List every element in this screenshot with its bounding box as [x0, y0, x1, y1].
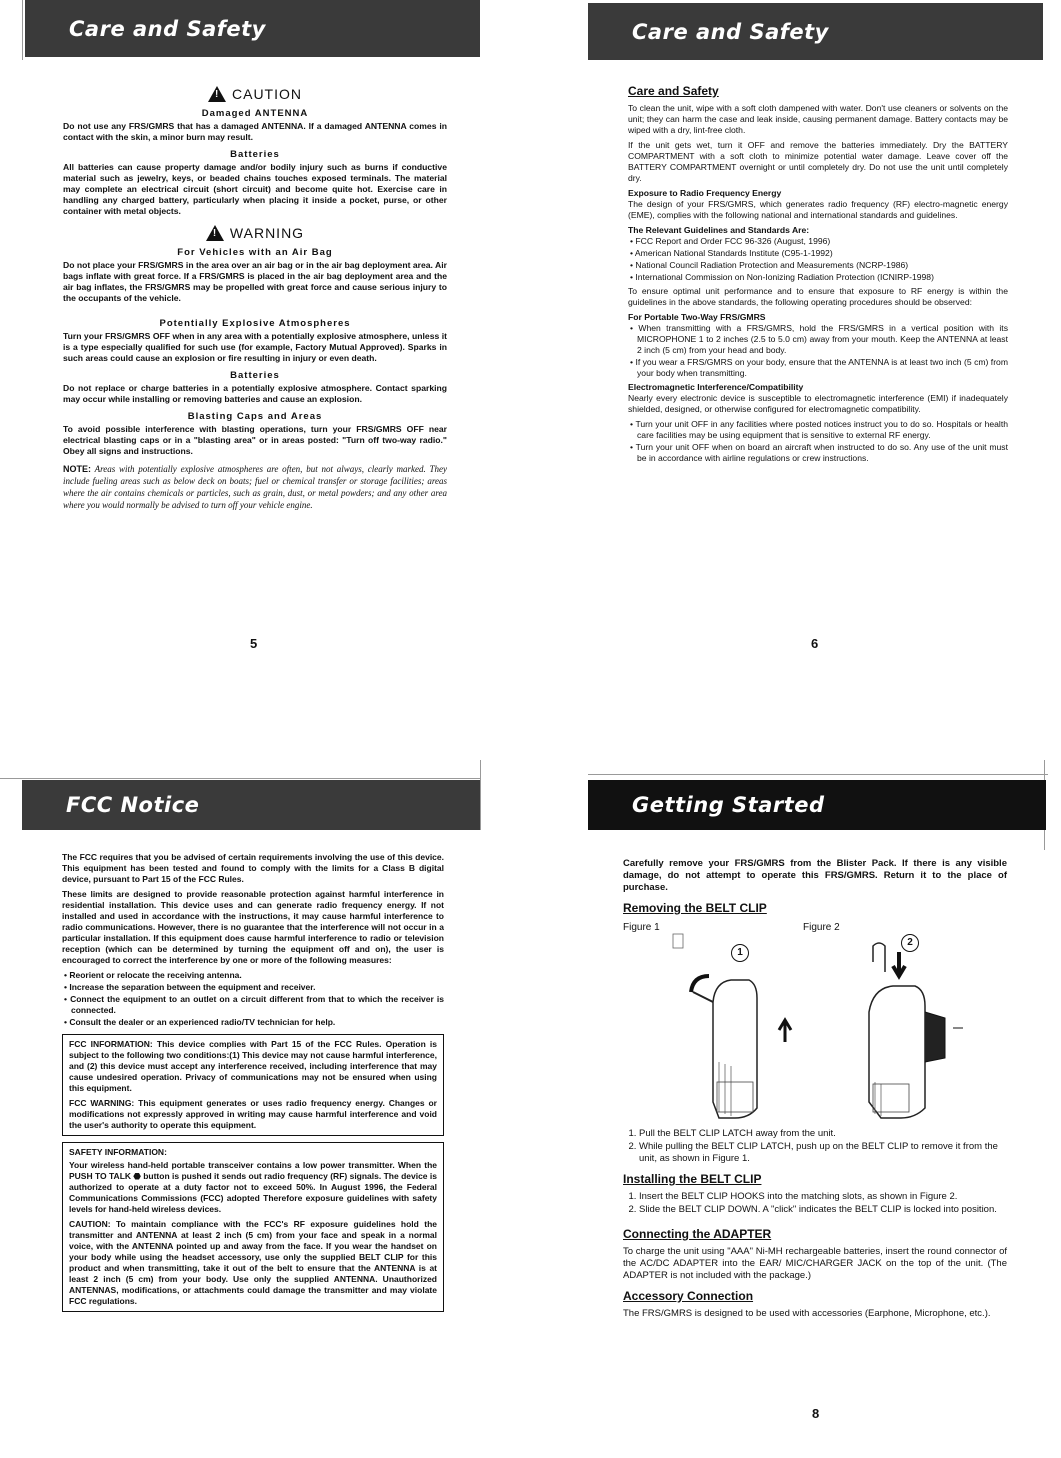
measures-list — [62, 970, 444, 1028]
paragraph: Turn your FRS/GMRS OFF when in any area with a potentially explosive atmosphere, unless it is a type especially qualified for such use (for example, Factory Mutual Approved). Sparks in such areas could cause an explosion or fire resulting in injury or even death. — [63, 331, 447, 363]
figure-1-marker: 1 — [731, 944, 749, 962]
push-to-talk-icon: ⬣ — [133, 1171, 141, 1181]
page-5 — [0, 0, 500, 700]
paragraph: To charge the unit using "AAA" Ni-MH rechargeable batteries, insert the round connector of the AC/DC ADAPTER into the EAR/ MIC/CHARGER JACK on the top of the unit. (The ADAPTER is not included with the package.) — [623, 1246, 1007, 1281]
paragraph: The design of your FRS/GMRS, which generates radio frequency (RF) electro-magnetic energy (EME), complies with the following national and international standards and guidelines. — [628, 199, 1008, 220]
page-8 — [560, 760, 1061, 1458]
paragraph: CAUTION: To maintain compliance with the FCC's RF exposure guidelines hold the transmitter and ANTENNA at least 2 inch (5 cm) from your face and speak in a normal voice, with the ANTENNA pointed up and away from the face. If you wear the handset on your body while using the headset accessory, use only the supplied BELT CLIP for this product and when transmitting, take it out of the belt to ensure that the ANTENNA is at least 2 inch (5 cm) from your body. Use only the supplied ANTENNA. Unauthorized ANTENNAS, modifications, or attachments could damage the transmitter and may violate FCC regulations. — [69, 1219, 437, 1306]
banner-title: Getting Started — [632, 793, 825, 817]
section-title: Care and Safety — [628, 84, 719, 98]
page-7 — [0, 760, 500, 1458]
fcc-warning-label: FCC WARNING: — [69, 1098, 135, 1108]
paragraph: To avoid possible interference with blasting operations, turn your FRS/GMRS OFF near electrical blasting caps or in a "blasting area" or in areas posted: "Turn off two-way radio." Obey all signs and instructions. — [63, 424, 447, 456]
list-item: • Consult the dealer or an experienced radio/TV technician for help. — [62, 1017, 444, 1028]
page-content — [63, 80, 447, 515]
banner-title: Care and Safety — [632, 19, 829, 44]
page-content — [62, 852, 444, 1312]
paragraph: The FRS/GMRS is designed to be used with accessories (Earphone, Microphone, etc.). — [623, 1308, 991, 1319]
list-item: • Increase the separation between the equipment and receiver. — [62, 982, 444, 993]
list-item: • International Commission on Non-Ionizing Radiation Protection (ICNIRP-1998) — [628, 272, 1008, 283]
page-content — [623, 858, 1007, 1324]
page-banner — [22, 780, 480, 830]
section-heading: For Vehicles with an Air Bag — [177, 247, 333, 258]
banner-title: Care and Safety — [69, 16, 266, 41]
caution-label: CAUTION: — [69, 1219, 111, 1229]
note-text: Areas with potentially explosive atmospheres are often, but not always, clearly marked. They include fueling areas such as below deck on boats; fuel or chemical transfer or storage facilities; areas where the air contains chemicals or particles, such as grain, dust, or metal powders; and any other area where you would normally be advised to turn off your vehicle engine. — [63, 464, 447, 510]
paragraph: Do not place your FRS/GMRS in the area over an air bag or in the air bag deployment area. Air bags inflate with great force. If a FRS/GMRS is placed in the air bag deployment area and the air bag inflates, the FRS/GMRS may be propelled with great force and cause serious injury to the occupants of the vehicle. — [63, 260, 447, 303]
paragraph: To clean the unit, wipe with a soft cloth dampened with water. Don't use cleaners or solvents on the unit; they can harm the case and leak inside, causing permanent damage. Battery contacts may be wiped with a dry, lint-free cloth. — [628, 103, 1008, 135]
list-item: 1. Insert the BELT CLIP HOOKS into the matching slots, as shown in Figure 2. — [639, 1191, 1007, 1203]
section-heading: Potentially Explosive Atmospheres — [159, 318, 351, 329]
paragraph: FCC WARNING: This equipment generates or uses radio frequency energy. Changes or modifications not expressly approved in writing may cause harmful interference and void the user's authority to operate this equipment. — [69, 1098, 437, 1130]
note-label: NOTE: — [63, 464, 91, 474]
paragraph: Your wireless hand-held portable transceiver contains a low power transmitter. When the PUSH TO TALK ⬣ button is pushed it sends out radio frequency (RF) signals. The device is authorized to operate at a duty factor not to exceed 50%. In August 1996, the Federal Communications Commissions (FCC) adopted Therefore exposure guidelines with safety levels for hand-held wireless devices. — [69, 1160, 437, 1214]
paragraph: The FCC requires that you be advised of certain requirements involving the use of this device. This equipment has been tested and found to comply with the limits for a Class B digital device, pursuant to Part 15 of the FCC Rules. — [62, 852, 444, 884]
list-item: • National Council Radiation Protection and Measurements (NCRP-1986) — [628, 260, 1008, 271]
figure-1-label: Figure 1 — [623, 922, 660, 933]
section-heading: For Portable Two-Way FRS/GMRS — [628, 312, 766, 322]
list-item: • Reorient or relocate the receiving antenna. — [62, 970, 444, 981]
section-heading: Damaged ANTENNA — [201, 108, 309, 119]
section-title: Removing the BELT CLIP — [623, 901, 767, 915]
list-item: • Connect the equipment to an outlet on a circuit different from that to which the receiver is connected. — [62, 994, 444, 1016]
page-number: 6 — [811, 636, 819, 651]
list-item: • FCC Report and Order FCC 96-326 (August, 1996) — [628, 236, 1008, 247]
section-heading: Blasting Caps and Areas — [187, 411, 323, 422]
list-item: • Turn your unit OFF in any facilities where posted notices instruct you to do so. Hospitals or health care facilities may be using equipment that is sensitive to external RF energy. — [628, 419, 1008, 441]
section-heading: The Relevant Guidelines and Standards Are: — [628, 225, 810, 235]
list-item: 1. Pull the BELT CLIP LATCH away from the unit. — [639, 1128, 1007, 1140]
emc-list — [628, 419, 1008, 464]
page-content — [628, 84, 1008, 467]
paragraph: To ensure optimal unit performance and to ensure that exposure to RF energy is within the guidelines in the above standards, the following operating procedures should be observed: — [628, 286, 1008, 307]
warning-icon: ! — [206, 225, 224, 241]
page-banner — [588, 780, 1046, 830]
figure-2-marker: 2 — [901, 934, 919, 952]
figure-2-illustration — [823, 932, 983, 1122]
page-banner — [588, 3, 1043, 60]
paragraph: Nearly every electronic device is susceptible to electromagnetic interference (EMI) if inadequately shielded, designed, or otherwise configured for electromagnetic compatibility. — [628, 393, 1008, 414]
installing-steps — [623, 1191, 1007, 1216]
figure-1-illustration — [653, 932, 803, 1122]
paragraph: If the unit gets wet, turn it OFF and remove the batteries immediately. Dry the BATTERY COMPARTMENT with a soft cloth to minimize potential water damage. Leave cover off the BATTERY COMPARTMENT overnight or until completely dry. Do not use the unit until completely dry. — [628, 140, 1008, 183]
paragraph: Carefully remove your FRS/GMRS from the Blister Pack. If there is any visible damage, do not attempt to operate this FRS/GMRS. Return it to the place of purchase. — [623, 858, 1007, 893]
paragraph: Do not replace or charge batteries in a potentially explosive atmosphere. Contact sparking may occur while installing or removing batteries and cause an explosion. — [63, 383, 447, 404]
safety-info-box — [62, 1142, 444, 1312]
paragraph: All batteries can cause property damage and/or bodily injury such as burns if conductive material such as jewelry, keys, or beaded chains touches exposed terminals. The material may complete an electrical circuit (short circuit) and become quite hot. Exercise care in handling any charged battery, particularly when placing it inside a pocket, purse, or other container with metal objects. — [63, 162, 447, 216]
list-item: • When transmitting with a FRS/GMRS, hold the FRS/GMRS in a vertical position with its MICROPHONE 1 to 2 inches (2.5 to 5.0 cm) away from your mouth. Keep the ANTENNA at least 2 inch (5 cm) from your head and body. — [628, 323, 1008, 356]
warning-heading: ! WARNING — [63, 225, 447, 241]
figures — [623, 922, 1007, 1122]
page-6 — [560, 0, 1061, 700]
fcc-info-box — [62, 1034, 444, 1136]
portable-list — [628, 323, 1008, 379]
caution-icon: ! — [208, 86, 226, 102]
section-heading: Exposure to Radio Frequency Energy — [628, 188, 782, 198]
removing-steps — [623, 1128, 1007, 1165]
paragraph: These limits are designed to provide reasonable protection against harmful interference in residential installation. This device uses and can generate radio frequency energy. If not installed and used in accordance with the instructions, it may cause harmful interference to radio communications. However, there is no guarantee that the interference will not occur in a particular installation. If this equipment does cause harmful interference to radio or television reception (which can be determined by turning the equipment off and on), the user is encouraged to correct the interference by one or more of the following measures: — [62, 889, 444, 965]
caution-heading: ! CAUTION — [63, 86, 447, 102]
page-number: 5 — [250, 636, 258, 651]
list-item: • Turn your unit OFF when on board an aircraft when instructed to do so. Any use of the unit must be in accordance with airline regulations or crew instructions. — [628, 442, 1008, 464]
banner-title: FCC Notice — [66, 793, 200, 817]
section-title: Accessory Connection — [623, 1289, 754, 1303]
list-item: 2. While pulling the BELT CLIP LATCH, push up on the BELT CLIP to remove it from the unit, as shown in Figure 1. — [639, 1141, 1007, 1165]
note-paragraph — [63, 463, 447, 511]
safety-label: SAFETY INFORMATION: — [69, 1147, 167, 1157]
section-heading: Electromagnetic Interference/Compatibility — [628, 382, 804, 392]
fcc-info-label: FCC INFORMATION: — [69, 1039, 153, 1049]
section-title: Installing the BELT CLIP — [623, 1172, 762, 1186]
paragraph: FCC INFORMATION: This device complies with Part 15 of the FCC Rules. Operation is subject to the following two conditions:(1) This device may not cause harmful interference, and (2) this device must accept any interference received, including interference that may cause undesired operation. Privacy of communications may not be ensured when using this equipment. — [69, 1039, 437, 1093]
page-banner — [25, 0, 480, 57]
list-item: 2. Slide the BELT CLIP DOWN. A "click" indicates the BELT CLIP is locked into position. — [639, 1204, 1007, 1216]
section-heading: Batteries — [230, 149, 280, 160]
section-heading: Batteries — [230, 370, 280, 381]
paragraph: Do not use any FRS/GMRS that has a damaged ANTENNA. If a damaged ANTENNA comes in contact with the skin, a minor burn may result. — [63, 121, 447, 142]
list-item: • If you wear a FRS/GMRS on your body, ensure that the ANTENNA is at least two inch (5 cm) from your body when transmitting. — [628, 357, 1008, 379]
figure-2-label: Figure 2 — [803, 922, 840, 933]
list-item: • American National Standards Institute (C95-1-1992) — [628, 248, 1008, 259]
page-number: 8 — [812, 1406, 820, 1421]
section-title: Connecting the ADAPTER — [623, 1227, 772, 1241]
standards-list — [628, 236, 1008, 283]
